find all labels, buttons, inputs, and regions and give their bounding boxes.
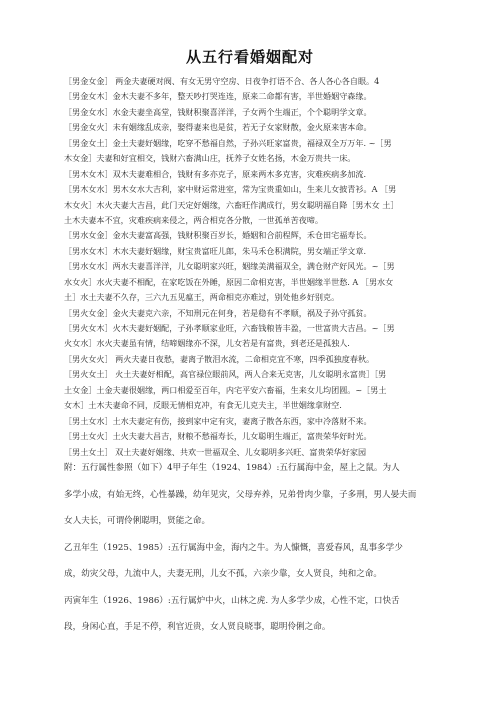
appendix-line: 多学小成，有始无终，心性暴躁，幼年见灾，父母弃养，兄弟骨肉少靠，子多刑，男人晏夫而 <box>64 489 417 500</box>
list-line: ［男火女火］ 两火夫妻日夜愁，妻离子散泪水流，二命相克宜不寒，四季孤独度春秋。 <box>64 353 375 364</box>
list-line: 水女火］水火夫妻不相配，在家吃饭在外睡，原因二命相克害，半世姻缘半世愁. A ［男水女 <box>64 276 394 287</box>
list-line: ［男水女木］木水夫妻好姻缘，财宝贵富旺儿郎，朱马禾仓积满院，男女端正学文章. <box>64 245 367 256</box>
list-line: ［男金女水］水金夫妻坐高堂，钱财积聚喜洋洋，子女两个生端正，个个聪明学文章。 <box>64 106 372 117</box>
page-title: 从五行看婚姻配对 <box>185 48 314 66</box>
list-line: ［男水女金］金水夫妻富高强，钱财积聚百岁长，婚姻和合前程辉，禾仓田宅福寿长。 <box>64 230 372 241</box>
list-line: ［男土女火］土火夫妻大昌吉，财粮不愁福寿长，儿女聪明生端正，富贵荣华好时光。 <box>64 431 372 442</box>
list-line: ［男木女木］双木夫妻难相合，钱财有多亦克子，原来两木多克害，灾难疾病多加流. <box>64 168 367 179</box>
list-line: 女木］土木夫妻命不同，反眼无情相克冲，有食无儿克夫主，半世姻缘拿财空. <box>64 400 342 411</box>
list-line: ［男火女木］火木夫妻好姻配，子孙孝顺家业旺，六畜钱粮皆丰盈，一世富贵大吉昌。~［男 <box>64 323 395 333</box>
list-line: ［男金女木］金木夫妻不多年，整天吵打哭连连，原来二命都有害，半世婚姻守森缘。 <box>64 91 372 102</box>
list-line: ［男木女水］男木女水大吉利，家中财运常进室，常为宝贵重如山，生来儿女披青衫。A ［男 <box>64 184 397 195</box>
appendix-line: 女人夫长，可谓伶俐聪明，贤能之命。 <box>64 516 211 526</box>
pairing-list <box>64 74 444 460</box>
list-line: ［男火女金］金火夫妻克六亲，不知刑元在何身，若是稳有不孝顺，祸及子孙守孤贫。 <box>64 307 372 318</box>
list-line: 火女水］水火夫妻虽有情，结啼姻缘亦不深，儿女若是有富贵，到老还是孤独人. <box>64 338 350 349</box>
list-line: ［男金女金］ 两金夫妻硬对阀、有女无男守空房、日夜争打语不合、各人各心各自眼。4 <box>64 76 380 86</box>
list-line: 土女金］土金夫妻很姻缘，两口相爱至百年，内宅平安六畜福，生来女儿均团圆。~［男土 <box>64 384 387 395</box>
appendix-line: 丙寅年生（1926、1986）:五行属炉中火，山林之虎. 为人多学少成，心性不定，口快舌 <box>64 595 400 606</box>
appendix-line: 成，幼灾父母，九流中人，夫妻无刑，儿女不孤，六亲少靠，女人贤良，纯和之命。 <box>64 569 382 579</box>
list-line: ［男土女土］ 双土夫妻好姻缘、共欢一世福双全、儿女聪明多兴旺、富贵荣华好家园 <box>64 446 367 457</box>
list-line: ［男金女土］金土夫妻好姻缘，吃穿不愁福自然，子孙兴旺家富贵，福禄双全万万年. ~［男 <box>64 137 392 148</box>
appendix-line: 乙丑年生（1925、1985）:五行属海中金，海内之牛。为人慷慨，喜爱春风，乱事多学少 <box>64 542 403 553</box>
list-line: 土木夫妻本不宜，灾难疾病来侵之，两合相克各分散，一世孤单苦夜啼。 <box>64 214 324 225</box>
list-line: ［男水女水］两水夫妻喜洋洋，儿女聪明家兴旺，姻缘美满福双全，满仓财产好风光。~［男 <box>64 261 395 272</box>
list-line: ［男土女水］土水夫妻定有伤，接到家中定有灾，妻离子散各东西，家中冷落财不来。 <box>64 415 372 426</box>
list-line: ［男火女土］ 火土夫妻好相配，高官禄位眼前风，两人合来无克害，儿女聪明永富贵］［男 <box>64 369 387 380</box>
appendix-line: 附：五行属性参照（如下）4甲子年生（1924、1984）:五行属海中金，屋上之鼠。为人 <box>64 463 400 473</box>
appendix-line: 段，身闲心直，手足不停，利官近贵，女人贤良晓事，聪明伶俐之命。 <box>64 622 331 632</box>
list-line: 木女金］夫妻和好宜相交，钱财六畜满山庄，抚养子女姓名扬，木金万贵共一床。 <box>64 153 356 164</box>
list-line: ［男金女火］未有姻缘乱成亲，娶得妻来也是贫，若无子女家财散，金火原来害本命。 <box>64 122 372 133</box>
appendix-text <box>64 455 444 641</box>
list-line: 土］水土夫妻不久存，三六九五见瘟王，两命相克亦难过，别处他乡好别克。 <box>64 292 340 303</box>
list-line: 木女火］木火夫妻大吉昌，此门天定好姻缘，六畜旺作满成行，男女聪明福自降［男木女 土］ <box>64 199 399 210</box>
